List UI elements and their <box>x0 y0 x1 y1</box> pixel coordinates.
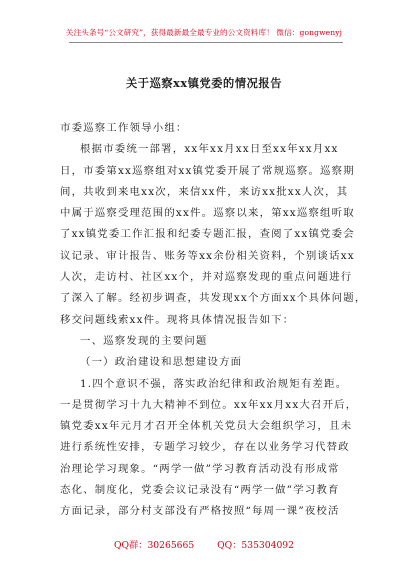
paragraph-line: 一是贯彻学习十九大精神不到位。xx年xx月xx大召开后， <box>60 398 358 411</box>
paragraph-line: 态化、制度化，党委会议记录没有“两学一做”学习教育 <box>60 484 340 497</box>
paragraph-line: 议记录、审计报告、账务等xx余份相关资料，个别谈话xx <box>60 249 355 262</box>
subsection-heading: （一）政治建设和思想建设方面 <box>80 356 243 369</box>
paragraph-line: 日，市委第xx巡察组对xx镇党委开展了常规巡察。巡察期 <box>60 164 355 177</box>
footer-qq-group: QQ群：30265665 <box>114 540 195 551</box>
paragraph-line: 镇党委xx年元月才召开全体机关党员大会组织学习，且未 <box>60 420 353 433</box>
paragraph-line: 人次，走访村、社区xx个，并对巡察发现的重点问题进行 <box>60 271 353 284</box>
paragraph-line: 进行系统性安排，专题学习较少，存在以业务学习代替政 <box>60 441 350 454</box>
paragraph-line: 间，共收到来电xx次，来信xx件，来访xx批xx人次，其 <box>60 185 349 198</box>
paragraph-line: 了xx镇党委工作汇报和纪委专题汇报，查阅了xx镇党委会 <box>60 228 355 241</box>
paragraph-line: 移交问题线索xx件。现将具体情况报告如下： <box>60 313 295 326</box>
paragraph-line: 根据市委统一部署，xx年xx月xx日至xx年xx月xx <box>80 143 339 156</box>
salutation: 市委巡察工作领导小组： <box>60 122 188 134</box>
footer-qq-number: QQ：535304092 <box>217 540 294 551</box>
paragraph-line: 治理论学习现象。“两学一做”学习教育活动没有形成常 <box>60 462 340 475</box>
document-body <box>60 118 367 523</box>
document-title: 关于巡察xx镇党委的情况报告 <box>126 76 282 90</box>
header-divider <box>69 42 343 43</box>
paragraph-line: 1.四个意识不强，落实政治纪律和政治规矩有差距。 <box>80 377 348 390</box>
section-heading: 一、巡察发现的主要问题 <box>80 334 208 347</box>
paragraph-line: 方面记录，部分村支部没有严格按照“每周一课”夜校活 <box>60 505 340 518</box>
paragraph-line: 中属于巡察受理范围的xx件。巡察以来，第xx巡察组听取 <box>60 207 355 220</box>
header-banner: 关注头条号“公文研究”，获得最新最全最专业的公文资料库！ 微信：gongwenyj <box>65 28 343 37</box>
footer-contact <box>0 537 408 551</box>
paragraph-line: 了深入了解。经初步调查，共发现xx个方面xx个具体问题， <box>60 292 367 305</box>
